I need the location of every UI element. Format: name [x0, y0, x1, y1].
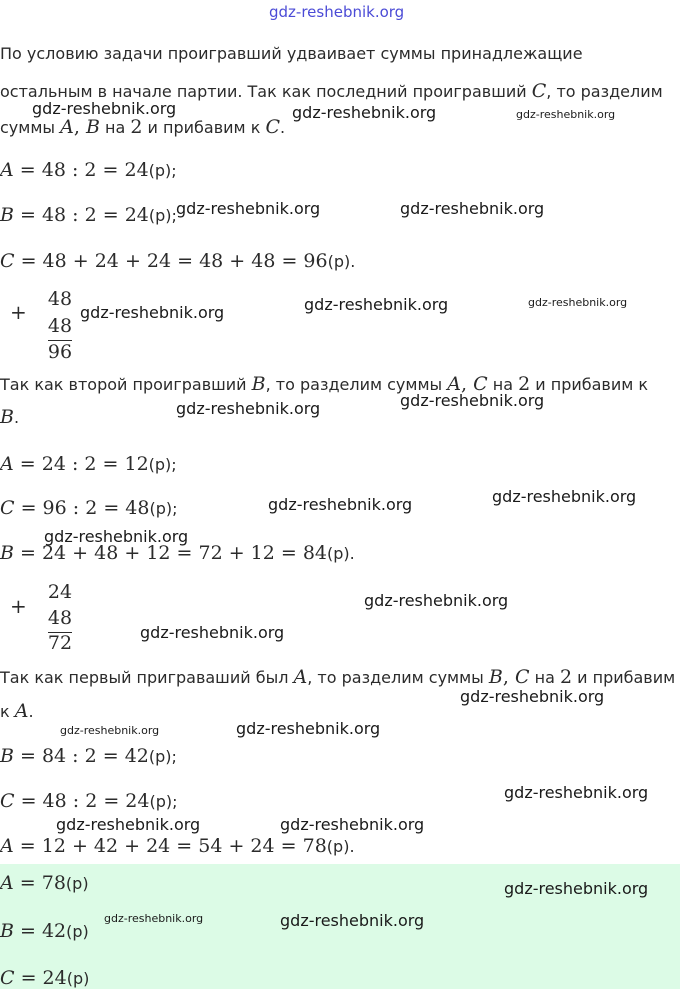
var-b: B	[85, 116, 100, 138]
eq-unit: (р);	[149, 792, 178, 811]
num-2: 2	[130, 116, 143, 138]
eq-lhs: B	[0, 542, 14, 564]
watermark: gdz-reshebnik.org	[236, 719, 381, 738]
var-b: B	[251, 373, 266, 395]
eq-unit: (р).	[326, 837, 355, 856]
var-c: C	[473, 373, 488, 395]
step3-text-line-1	[0, 666, 675, 688]
step3-eq-1	[0, 745, 177, 767]
eq-unit: (р)	[66, 969, 90, 988]
watermark: gdz-reshebnik.org	[280, 911, 425, 930]
period: .	[280, 118, 286, 137]
eq-rhs: = 48 + 24 + 24 = 48 + 48 = 96	[14, 250, 328, 272]
step3-eq-3	[0, 835, 355, 857]
answer-b	[0, 920, 89, 942]
comma: ,	[73, 116, 86, 138]
text: Так как первый приграваший был	[0, 668, 294, 687]
watermark: gdz-reshebnik.org	[176, 199, 321, 218]
eq-lhs: A	[0, 872, 14, 894]
var-a: A	[60, 116, 74, 138]
eq-unit: (р);	[148, 455, 177, 474]
var-c: C	[531, 80, 547, 102]
eq-rhs: = 78	[13, 872, 66, 894]
text: на	[529, 668, 560, 687]
var-b: B	[0, 406, 14, 428]
eq-unit: (р)	[66, 922, 89, 941]
eq-unit: (р);	[149, 499, 178, 518]
answer-c	[0, 967, 89, 989]
eq-lhs: B	[0, 204, 14, 226]
eq-lhs: C	[0, 967, 15, 989]
eq-unit: (р);	[148, 747, 177, 766]
watermark: gdz-reshebnik.org	[44, 527, 189, 546]
step2-eq-2	[0, 497, 178, 519]
eq-lhs: C	[0, 250, 15, 272]
eq-lhs: C	[0, 497, 15, 519]
intro-text: , то разделим	[546, 82, 663, 101]
eq-unit: (р).	[327, 252, 356, 271]
addend-1: 24	[47, 581, 73, 603]
eq-rhs: = 48 : 2 = 24	[13, 159, 149, 181]
eq-lhs: A	[0, 453, 14, 475]
intro-line-1: По условию задачи проигравший удваивает суммы принадлежащие	[0, 44, 583, 63]
addend-2: 48	[47, 315, 73, 337]
var-c: C	[265, 116, 280, 138]
step1-eq-2	[0, 204, 177, 226]
sum-result: 72	[47, 632, 73, 654]
text: на	[487, 375, 519, 394]
eq-rhs: = 12 + 42 + 24 = 54 + 24 = 78	[13, 835, 327, 857]
eq-rhs: = 48 : 2 = 24	[13, 204, 149, 226]
intro-text: суммы	[0, 118, 61, 137]
watermark: gdz-reshebnik.org	[400, 199, 545, 218]
text: и прибавим	[572, 668, 676, 687]
plus-sign: +	[10, 594, 27, 618]
watermark: gdz-reshebnik.org	[104, 912, 204, 925]
intro-text: и прибавим к	[142, 118, 266, 137]
step1-eq-3	[0, 250, 355, 272]
watermark: gdz-reshebnik.org	[528, 296, 628, 309]
step3-text-line-2	[0, 700, 34, 722]
watermark: gdz-reshebnik.org	[504, 879, 649, 898]
watermark: gdz-reshebnik.org	[32, 99, 177, 118]
var-a: A	[447, 373, 461, 395]
eq-unit: (р)	[65, 874, 89, 893]
eq-rhs: = 48 : 2 = 24	[14, 790, 150, 812]
answer-a	[0, 872, 89, 894]
period: .	[13, 408, 20, 427]
watermark: gdz-reshebnik.org	[56, 815, 201, 834]
period: .	[28, 702, 34, 721]
step1-eq-1	[0, 159, 177, 181]
text: к	[0, 702, 15, 721]
comma: ,	[502, 666, 515, 688]
text: , то разделим суммы	[265, 375, 448, 394]
var-a: A	[293, 666, 308, 688]
comma: ,	[461, 373, 474, 395]
watermark: gdz-reshebnik.org	[460, 687, 605, 706]
eq-unit: (р);	[148, 161, 177, 180]
text: и прибавим к	[530, 375, 649, 394]
watermark: gdz-reshebnik.org	[516, 108, 616, 121]
watermark: gdz-reshebnik.org	[268, 495, 413, 514]
eq-rhs: = 96 : 2 = 48	[14, 497, 150, 519]
watermark: gdz-reshebnik.org	[492, 487, 637, 506]
eq-unit: (р);	[148, 206, 177, 225]
eq-lhs: B	[0, 920, 14, 942]
watermark: gdz-reshebnik.org	[400, 391, 545, 410]
addend-2: 48	[47, 607, 73, 629]
plus-sign: +	[10, 300, 27, 324]
watermark: gdz-reshebnik.org	[176, 399, 321, 418]
intro-line-3	[0, 116, 285, 138]
site-header-link[interactable]: gdz-reshebnik.org	[269, 3, 405, 21]
addend-1: 48	[47, 288, 73, 310]
watermark: gdz-reshebnik.org	[304, 295, 449, 314]
eq-rhs: = 24 : 2 = 12	[13, 453, 149, 475]
watermark: gdz-reshebnik.org	[292, 103, 437, 122]
eq-rhs: = 24 + 48 + 12 = 72 + 12 = 84	[13, 542, 328, 564]
step2-eq-1	[0, 453, 177, 475]
step3-eq-2	[0, 790, 178, 812]
text: , то разделим суммы	[307, 668, 489, 687]
var-c: C	[514, 666, 530, 688]
var-a: A	[14, 700, 29, 722]
step2-text-line-1	[0, 373, 648, 395]
watermark: gdz-reshebnik.org	[280, 815, 425, 834]
eq-rhs: = 42	[13, 920, 67, 942]
watermark: gdz-reshebnik.org	[60, 724, 160, 737]
intro-text: на	[99, 118, 131, 137]
watermark: gdz-reshebnik.org	[364, 591, 509, 610]
num-2: 2	[559, 666, 573, 688]
eq-rhs: = 24	[14, 967, 67, 989]
eq-lhs: C	[0, 790, 15, 812]
watermark: gdz-reshebnik.org	[140, 623, 285, 642]
intro-text: остальным в начале партии. Так как последний проигравший	[0, 82, 532, 101]
step2-text-line-2	[0, 406, 19, 428]
var-b: B	[488, 666, 503, 688]
watermark: gdz-reshebnik.org	[80, 303, 225, 322]
eq-lhs: B	[0, 745, 14, 767]
sum-result: 96	[47, 341, 73, 363]
watermark: gdz-reshebnik.org	[504, 783, 649, 802]
eq-lhs: A	[0, 159, 14, 181]
num-2: 2	[518, 373, 531, 395]
eq-unit: (р).	[327, 544, 355, 563]
text: Так как второй проигравший	[0, 375, 252, 394]
eq-rhs: = 84 : 2 = 42	[13, 745, 149, 767]
eq-lhs: A	[0, 835, 14, 857]
